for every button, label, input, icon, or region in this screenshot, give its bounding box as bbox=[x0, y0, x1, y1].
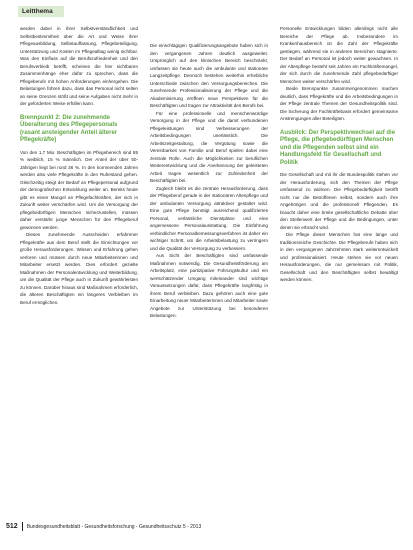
text-column-1 bbox=[20, 25, 138, 306]
journal-citation: Bundesgesundheitsblatt - Gesundheitsforschung - Gesundheitsschutz 5 - 2013 bbox=[26, 523, 202, 530]
paragraph: Die Gesellschaft und mit ihr die Bundespolitik stehen vor der Herausforderung, sich den Themen der Pflege umfassend zu widmen. Die Pflegebedürftigkeit betrifft nicht nur die Betroffenen selbst, sondern auch ihre Angehörigen und die professionell Pflegenden. Es braucht daher eine breite gesellschaftliche Debatte über den Stellenwert der Pflege und die Bedingungen, unter denen sie erbracht wird. bbox=[280, 172, 398, 230]
paragraph: Von den 1,7 Mio. Beschäftigten im Pflegebereich sind 85 % weiblich, 15 % männlich. Der Anteil der über 50-Jährigen liegt bei rund 36 %. In den kommenden Jahren werden also viele Pflegekräfte in den Ruhestand gehen. Gleichzeitig steigt der Bedarf an Pflegepersonal aufgrund der demografischen Entwicklung weiter an. Bereits heute gibt es einen Mangel an Pflegefachkräften, der sich in Zukunft weiter verschärfen wird. Um die Versorgung der pflegebedürftigen Menschen sicherzustellen, müssen daher verstärkt junge Menschen für den Pflegeberuf gewonnen werden. bbox=[20, 149, 138, 230]
section-tag: Leitthema bbox=[18, 6, 64, 17]
divider bbox=[22, 522, 23, 531]
paragraph: Zugleich bleibt es die zentrale Herausforderung, dass der Pflegeberuf gerade in der stationären Altenpflege und der ambulanten Versorgung attraktiver gestaltet wird. Eine gute Pflege benötigt ausreichend qualifiziertes Personal, verlässliche Dienstpläne und eine angemessene Personalausstattung. Die Einführung verbindlicher Personalbemessungsverfahren ist daher ein wichtiger Schritt, um die Arbeitsbelastung zu verringern und die Qualität der Versorgung zu verbessern. bbox=[150, 185, 268, 251]
paragraph: Dieses zunehmende Ausscheiden erfahrener Pflegekräfte aus dem Beruf stellt die Einrichtungen vor große Herausforderungen. Wissen und Erfahrung gehen verloren und müssen durch neue Mitarbeiterinnen und Mitarbeiter ersetzt werden. Dies erfordert gezielte Maßnahmen der Personalentwicklung und Weiterbildung, um die Qualität der Pflege auch in Zukunft gewährleisten zu können. Darüber hinaus sind Maßnahmen erforderlich, die älteren Beschäftigten ein längeres Verbleiben im Beruf ermöglichen. bbox=[20, 232, 138, 305]
text-column-3 bbox=[280, 25, 398, 284]
paragraph: Personelle Entwicklungen bilden allerdings nicht alle Bereiche der Pflege ab. Insbesondere im Krankenhausbereich ist die Zahl der Pflegekräfte gestiegen, während sie in anderen Bereichen stagnierte. Der Bedarf an Personal ist jedoch weiter gewachsen. In der Altenpflege besteht seit Jahren ein Fachkräftemangel, der sich durch die zunehmende Zahl pflegebedürftiger Menschen weiter verschärfen wird. bbox=[280, 26, 398, 84]
paragraph: Beide Brennpunkte zusammengenommen machen deutlich, dass Pflegekräfte und die Arbeitsbedingungen in der Pflege zentrale Themen der Gesundheitspolitik sind. Die Sicherung der Fachkräftebasis erfordert gemeinsame Anstrengungen aller Beteiligten. bbox=[280, 86, 398, 121]
page-number: 512 bbox=[6, 522, 18, 530]
paragraph: Für eine professionelle und menschenwürdige Versorgung in der Pflege und die damit verbundenen Pflegeleistungen sind Verbesserungen der Arbeitsbedingungen unerlässlich. Die Arbeitszeitgestaltung, die Vergütung sowie die Vereinbarkeit von Familie und Beruf spielen dabei eine zentrale Rolle. Auch die Möglichkeiten zur beruflichen Weiterentwicklung und die Anerkennung der geleisteten Arbeit tragen wesentlich zur Zufriedenheit der Beschäftigten bei. bbox=[150, 110, 268, 183]
paragraph: werden dabei in ihrer Selbstverständlichkeit und Selbstbestimmtheit über die Art und Weise ihrer Pflegeausbildung, Selbstauffassung, Pflegebeteiligung, Unterstützung und Kosten im Pflegealltag wenig sichtbar. Was den Einfluss auf die Berufszufriedenheit und den Berufsverbleib betrifft, scheinen die hier sichtbaren Zusammenhänge eher dafür zu sprechen, dass die Pflegeberufe mit hohen Anforderungen einhergehen. Die Belastungen führen dazu, dass das Personal nicht selten an seine Grenzen stößt und seine Aufgaben nicht mehr in der geforderten Weise erfüllen kann. bbox=[20, 26, 138, 106]
section-heading: Brennpunkt 2: Die zunehmende Überalterung des Pflegepersonals (rasant ansteigender Anteil älterer Pflegekräfte) bbox=[20, 114, 118, 143]
page-footer bbox=[6, 522, 201, 531]
section-heading: Ausblick: Der Perspektivwechsel auf die Pflege, die pflegebedürftigen Menschen und die Pflegenden selbst sind ein Handlungsfeld für Gesellschaft und Politik bbox=[280, 129, 396, 166]
paragraph: Aus Sicht der Beschäftigten sind umfassende Maßnahmen notwendig. Die Gesundheitsförderung am Arbeitsplatz, eine partizipative Führungskultur und ein wertschätzender Umgang miteinander sind wichtige Voraussetzungen dafür, dass Pflegekräfte langfristig in ihrem Beruf verbleiben. Dazu gehören auch eine gute Einarbeitung neuer Mitarbeiterinnen und Mitarbeiter sowie Angebote zur Unterstützung bei besonderen Belastungen. bbox=[150, 253, 268, 318]
paragraph: Die einschlägigen Qualifizierungsangebote haben sich in den vergangenen Jahren deutlich ausgeweitet. Ursprünglich auf den klinischen Bereich beschränkt, umfassen sie heute auch die ambulante und stationäre Langzeitpflege. Dennoch bestehen weiterhin erhebliche Unterschiede zwischen den Versorgungsbereichen. Die zunehmende Professionalisierung der Pflege und die Akademisierung eröffnen neue Perspektiven für die Beschäftigten und tragen zur Attraktivität des Berufs bei. bbox=[150, 43, 268, 108]
paragraph: Die Pflege dieser Menschen hat eine lange und traditionsreiche Geschichte. Die Pflegeberufe haben sich in den vergangenen Jahrzehnten stark weiterentwickelt und professionalisiert. Heute stehen sie vor neuen Herausforderungen, die nur gemeinsam mit Politik, Gesellschaft und den Beschäftigten selbst bewältigt werden können. bbox=[280, 232, 398, 282]
text-column-2 bbox=[150, 42, 268, 320]
